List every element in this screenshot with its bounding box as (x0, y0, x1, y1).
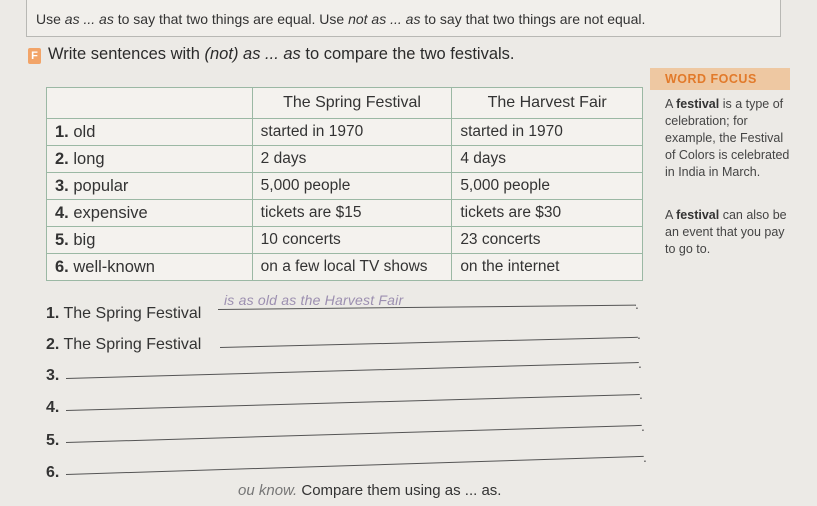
exercise-2: 2. The Spring Festival (46, 336, 202, 353)
table-row (47, 146, 643, 173)
table-header-spring: The Spring Festival (252, 88, 452, 119)
table-cell-item: 1. old (47, 119, 253, 146)
word-focus-title: WORD FOCUS (650, 68, 790, 90)
table-cell-spring: 2 days (252, 146, 452, 173)
table-cell-spring: 10 concerts (252, 227, 452, 254)
table-row (47, 227, 643, 254)
table-header-row (47, 88, 643, 119)
exercise-1: 1. The Spring Festival (46, 305, 202, 322)
exercise-4: 4. (46, 399, 60, 416)
table-cell-item: 5. big (47, 227, 253, 254)
table-header-empty (47, 88, 253, 119)
table-cell-spring: tickets are $15 (252, 200, 452, 227)
exercise-5: 5. (46, 432, 60, 449)
answer-line-3[interactable] (66, 362, 639, 379)
table-cell-spring: on a few local TV shows (252, 254, 452, 281)
next-instruction-text: ou know. Compare them using as ... as. (238, 482, 502, 499)
table-cell-item: 2. long (47, 146, 253, 173)
table-cell-spring: 5,000 people (252, 173, 452, 200)
task-badge: F (28, 48, 41, 64)
table-cell-item: 4. expensive (47, 200, 253, 227)
exercise-6: 6. (46, 464, 60, 481)
table-cell-harvest: 5,000 people (452, 173, 643, 200)
table-row (47, 254, 643, 281)
table-row (47, 173, 643, 200)
festival-comparison-table (46, 87, 643, 281)
word-focus-definition-2: A festival can also be an event that you pay to go to. (665, 208, 787, 256)
answer-line-6[interactable] (66, 456, 644, 475)
table-cell-item: 3. popular (47, 173, 253, 200)
answer-line-2[interactable] (220, 337, 638, 348)
table-row (47, 119, 643, 146)
table-cell-harvest: started in 1970 (452, 119, 643, 146)
table-cell-harvest: tickets are $30 (452, 200, 643, 227)
exercise-1-answer: is as old as the Harvest Fair (224, 292, 404, 308)
grammar-rule-text: Use as ... as to say that two things are equal. Use not as ... as to say that two things are not equal. (36, 11, 646, 27)
word-focus-definition-1: A festival is a type of celebration; for example, the Festival of Colors is celebrated in India in March. (665, 97, 790, 179)
exercise-3: 3. (46, 367, 60, 384)
task-instruction: Write sentences with (not) as ... as to compare the two festivals. (48, 45, 515, 63)
table-cell-harvest: on the internet (452, 254, 643, 281)
table-cell-harvest: 23 concerts (452, 227, 643, 254)
table-cell-harvest: 4 days (452, 146, 643, 173)
table-header-harvest: The Harvest Fair (452, 88, 643, 119)
table-cell-spring: started in 1970 (252, 119, 452, 146)
table-cell-item: 6. well-known (47, 254, 253, 281)
answer-line-4[interactable] (66, 394, 640, 411)
table-row (47, 200, 643, 227)
answer-line-5[interactable] (66, 425, 642, 443)
